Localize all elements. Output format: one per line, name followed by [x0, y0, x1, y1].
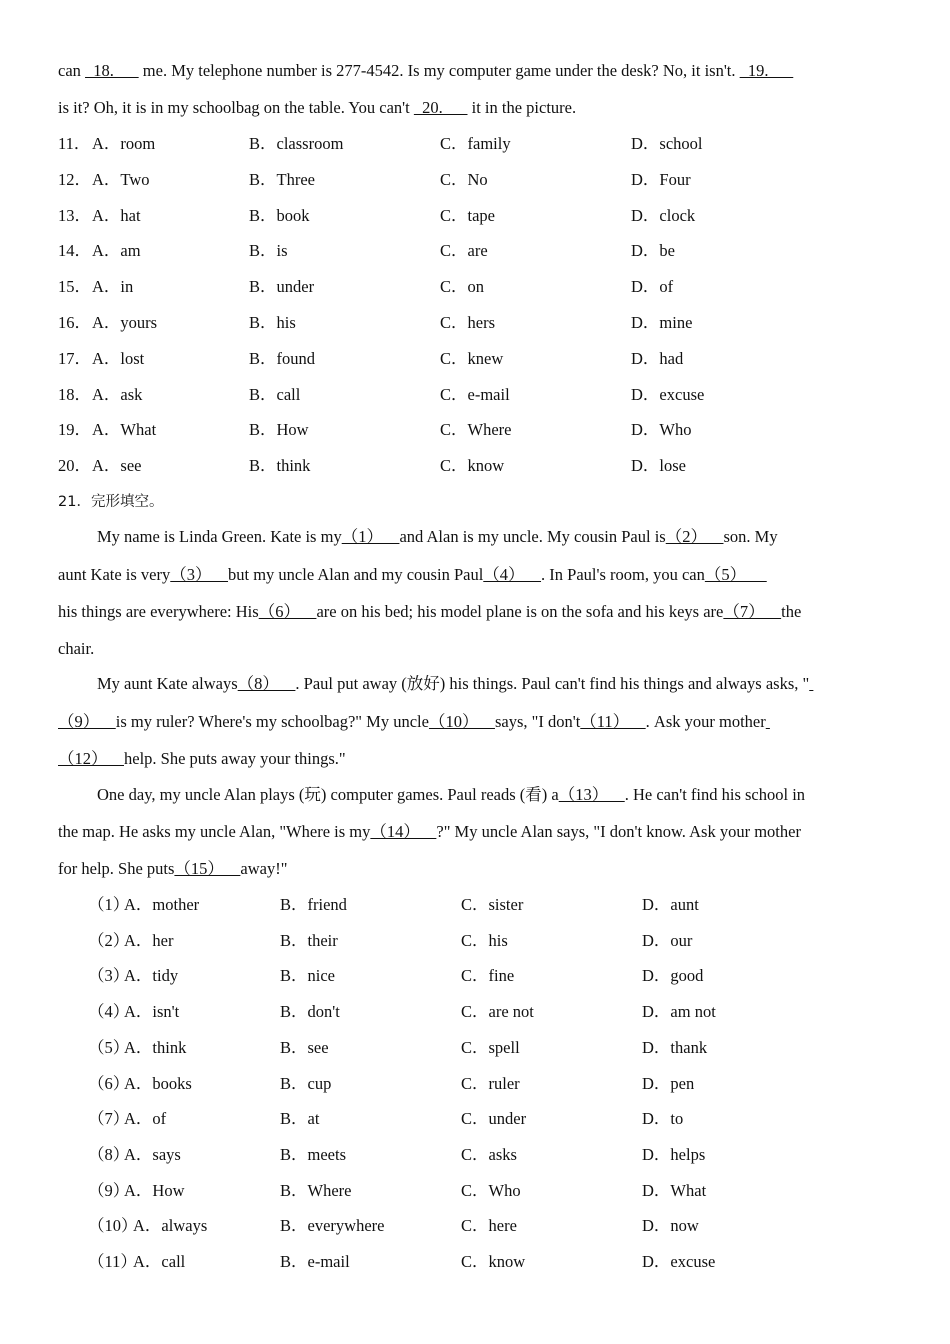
- blank-1: （1）: [341, 527, 400, 546]
- passage-line: [97, 673, 813, 695]
- question-number: 17．: [58, 348, 91, 368]
- question-number: （9）: [88, 1180, 130, 1200]
- option-d[interactable]: D．to: [642, 1109, 684, 1129]
- passage-text: aunt Kate is very: [58, 565, 171, 584]
- passage-text: can: [58, 61, 86, 80]
- option-c[interactable]: C．asks: [461, 1144, 517, 1164]
- option-d[interactable]: D．lose: [631, 456, 686, 476]
- option-c[interactable]: C．Who: [461, 1180, 521, 1200]
- option-a[interactable]: A．hat: [92, 205, 141, 225]
- option-a[interactable]: A．What: [92, 420, 157, 440]
- option-d[interactable]: D．What: [642, 1180, 707, 1200]
- option-c[interactable]: C．tape: [440, 205, 495, 225]
- passage-line: [58, 821, 801, 843]
- option-c[interactable]: C．know: [440, 456, 505, 476]
- option-b[interactable]: B．friend: [280, 895, 347, 914]
- question-number: 19．: [58, 420, 91, 440]
- passage-text: are on his bed; his model plane is on the sofa and his keys are: [316, 602, 724, 621]
- option-a[interactable]: A．How: [124, 1180, 185, 1200]
- option-b[interactable]: B．don't: [280, 1002, 340, 1022]
- passage-line: [58, 97, 576, 119]
- passage-text: My name is Linda Green. Kate is my: [97, 527, 342, 546]
- option-c[interactable]: C．Where: [440, 420, 512, 440]
- option-d[interactable]: D．helps: [642, 1144, 706, 1164]
- question-number: （3）: [88, 966, 130, 986]
- passage-text: says, "I don't: [494, 712, 581, 731]
- section-heading: 21．完形填空。: [58, 494, 164, 510]
- option-b[interactable]: B．found: [249, 348, 315, 368]
- option-d[interactable]: D．thank: [642, 1037, 708, 1057]
- option-a[interactable]: A．isn't: [124, 1002, 180, 1022]
- blank-14: （14）: [370, 822, 437, 841]
- blank-8: （8）: [237, 674, 296, 693]
- option-a[interactable]: A．tidy: [124, 966, 179, 986]
- question-row: [0, 1037, 880, 1059]
- question-row: [0, 1215, 880, 1237]
- question-number: （2）: [88, 930, 130, 950]
- option-c[interactable]: C．family: [440, 134, 511, 153]
- option-b[interactable]: B．under: [249, 277, 315, 297]
- question-row: [0, 1073, 880, 1095]
- passage-text: his things are everywhere: His: [58, 602, 259, 621]
- option-c[interactable]: C．on: [440, 277, 485, 297]
- question-row: [0, 419, 880, 441]
- option-a[interactable]: A．am: [92, 241, 141, 261]
- question-row: [0, 276, 880, 298]
- passage-line: [58, 748, 346, 770]
- passage-text: ?" My uncle Alan says, "I don't know. Ask your mother: [436, 822, 801, 841]
- question-number: 12．: [58, 169, 91, 189]
- question-number: 15．: [58, 277, 91, 297]
- option-b[interactable]: B．everywhere: [280, 1216, 385, 1236]
- passage-text: . Paul put away (放好) his things. Paul can't find his things and always asks, ": [295, 674, 810, 693]
- question-row: [0, 1180, 880, 1202]
- option-d[interactable]: D．excuse: [631, 384, 705, 404]
- option-a[interactable]: A．of: [124, 1109, 167, 1129]
- option-c[interactable]: C．No: [440, 169, 488, 189]
- option-d[interactable]: D．Four: [631, 169, 691, 189]
- passage-text: the map. He asks my uncle Alan, "Where is my: [58, 822, 371, 841]
- option-d[interactable]: D．excuse: [642, 1252, 716, 1271]
- option-d[interactable]: D．school: [631, 134, 703, 153]
- blank-13: （13）: [558, 785, 625, 804]
- option-c[interactable]: C．ruler: [461, 1073, 520, 1093]
- option-c[interactable]: C．hers: [440, 313, 495, 332]
- question-number: 16．: [58, 313, 91, 332]
- question-row: [0, 384, 880, 406]
- option-b[interactable]: B．e-mail: [280, 1252, 350, 1271]
- blank-4: （4）: [483, 565, 542, 584]
- question-row: [0, 965, 880, 987]
- option-c[interactable]: C．under: [461, 1109, 527, 1129]
- option-b[interactable]: B．cup: [280, 1073, 332, 1093]
- question-row: [0, 894, 880, 916]
- passage-text: the: [781, 602, 802, 621]
- option-d[interactable]: D．good: [642, 966, 704, 986]
- passage-text: One day, my uncle Alan plays (玩) computer games. Paul reads (看) a: [97, 785, 559, 804]
- question-number: 14．: [58, 241, 91, 261]
- blank-5: （5）: [704, 565, 767, 584]
- option-a[interactable]: A．mother: [124, 895, 200, 914]
- question-row: [0, 312, 880, 334]
- passage-line: [58, 60, 793, 82]
- option-c[interactable]: C．here: [461, 1216, 517, 1236]
- option-d[interactable]: D．aunt: [642, 895, 699, 914]
- question-row: [0, 1144, 880, 1166]
- blank-9-start: [809, 674, 813, 693]
- option-a[interactable]: A．her: [124, 930, 174, 950]
- question-row: [0, 930, 880, 952]
- option-a[interactable]: A．always: [133, 1216, 208, 1236]
- blank-7: （7）: [723, 602, 782, 621]
- question-number: 18．: [58, 384, 91, 404]
- option-b[interactable]: B．Three: [249, 169, 315, 189]
- question-number: 11．: [58, 134, 91, 153]
- passage-line: [58, 858, 287, 880]
- option-b[interactable]: B．classroom: [249, 134, 344, 153]
- passage-line: [58, 711, 770, 733]
- question-number: （6）: [88, 1073, 130, 1093]
- option-a[interactable]: A．yours: [92, 313, 158, 332]
- passage-text: My aunt Kate always: [97, 674, 238, 693]
- option-a[interactable]: A．in: [92, 277, 134, 297]
- option-b[interactable]: B．nice: [280, 966, 335, 986]
- question-row: [0, 169, 880, 191]
- question-row: [0, 205, 880, 227]
- option-c[interactable]: C．sister: [461, 895, 524, 914]
- option-a[interactable]: A．think: [124, 1037, 187, 1057]
- passage-line: [58, 564, 767, 586]
- option-a[interactable]: A．call: [133, 1252, 186, 1271]
- option-d[interactable]: D．clock: [631, 205, 696, 225]
- option-b[interactable]: B．their: [280, 930, 338, 950]
- passage-text: me. My telephone number is 277-4542. Is my computer game under the desk? No, it isn't.: [138, 61, 740, 80]
- question-number: （5）: [88, 1037, 130, 1057]
- option-d[interactable]: D．Who: [631, 420, 692, 440]
- passage-text: . He can't find his school in: [624, 785, 806, 804]
- option-a[interactable]: A．books: [124, 1073, 192, 1093]
- option-d[interactable]: D．of: [631, 277, 674, 297]
- blank-2: （2）: [665, 527, 724, 546]
- question-row: [0, 133, 880, 155]
- blank-12-start: [766, 712, 770, 731]
- passage-text: . Ask your mother: [645, 712, 766, 731]
- question-number: （4）: [88, 1002, 130, 1022]
- option-b[interactable]: B．book: [249, 205, 310, 225]
- option-a[interactable]: A．room: [92, 134, 156, 153]
- option-b[interactable]: B．How: [249, 420, 309, 440]
- passage-line: [97, 784, 805, 806]
- option-c[interactable]: C．are not: [461, 1002, 534, 1022]
- blank-15: （15）: [174, 859, 241, 878]
- option-b[interactable]: B．Where: [280, 1180, 352, 1200]
- question-row: [0, 240, 880, 262]
- question-number: （8）: [88, 1144, 130, 1164]
- option-b[interactable]: B．is: [249, 241, 288, 261]
- blank-6: （6）: [258, 602, 317, 621]
- question-number: （1）: [88, 895, 130, 914]
- passage-line: [58, 601, 801, 623]
- option-a[interactable]: A．ask: [92, 384, 143, 404]
- question-row: [0, 1001, 880, 1023]
- question-row: [0, 455, 880, 477]
- option-d[interactable]: D．pen: [642, 1073, 695, 1093]
- option-c[interactable]: C．knew: [440, 348, 504, 368]
- option-c[interactable]: C．fine: [461, 966, 515, 986]
- option-b[interactable]: B．his: [249, 313, 296, 332]
- passage-text: chair.: [58, 639, 95, 658]
- passage-text: help. She puts away your things.": [124, 749, 346, 768]
- question-number: （10）: [88, 1216, 138, 1236]
- option-c[interactable]: C．are: [440, 241, 488, 261]
- option-b[interactable]: B．see: [280, 1037, 329, 1057]
- question-number: 13．: [58, 205, 91, 225]
- blank-19: 19.: [739, 61, 794, 80]
- option-d[interactable]: D．our: [642, 930, 693, 950]
- passage-text: for help. She puts: [58, 859, 175, 878]
- option-b[interactable]: B．meets: [280, 1144, 346, 1164]
- option-b[interactable]: B．think: [249, 456, 311, 476]
- option-d[interactable]: D．now: [642, 1216, 699, 1236]
- blank-3: （3）: [170, 565, 229, 584]
- option-c[interactable]: C．know: [461, 1252, 526, 1271]
- question-number: （7）: [88, 1109, 130, 1129]
- option-c[interactable]: C．spell: [461, 1037, 520, 1057]
- option-d[interactable]: D．mine: [631, 313, 693, 332]
- blank-10: （10）: [428, 712, 495, 731]
- question-row: [0, 348, 880, 370]
- option-c[interactable]: C．his: [461, 930, 508, 950]
- passage-text: is it? Oh, it is in my schoolbag on the table. You can't: [58, 98, 414, 117]
- option-b[interactable]: B．call: [249, 384, 301, 404]
- passage-line: [97, 526, 778, 548]
- passage-text: away!": [240, 859, 288, 878]
- passage-text: . In Paul's room, you can: [541, 565, 705, 584]
- option-b[interactable]: B．at: [280, 1109, 320, 1129]
- passage-text: son. My: [723, 527, 778, 546]
- option-a[interactable]: A．says: [124, 1144, 181, 1164]
- option-c[interactable]: C．e-mail: [440, 384, 510, 404]
- option-a[interactable]: A．lost: [92, 348, 145, 368]
- blank-12: （12）: [58, 749, 124, 768]
- passage-text: is my ruler? Where's my schoolbag?" My uncle: [115, 712, 429, 731]
- option-d[interactable]: D．had: [631, 348, 684, 368]
- option-d[interactable]: D．am not: [642, 1002, 716, 1022]
- blank-18: 18.: [85, 61, 139, 80]
- passage-line: [58, 638, 94, 660]
- passage-text: and Alan is my uncle. My cousin Paul is: [399, 527, 666, 546]
- blank-20: 20.: [413, 98, 468, 117]
- passage-text: but my uncle Alan and my cousin Paul: [228, 565, 484, 584]
- option-a[interactable]: A．see: [92, 456, 142, 476]
- question-row: [0, 1251, 880, 1273]
- option-a[interactable]: A．Two: [92, 169, 150, 189]
- question-number: 20．: [58, 456, 91, 476]
- option-d[interactable]: D．be: [631, 241, 675, 261]
- question-number: （11）: [88, 1252, 137, 1271]
- passage-text: it in the picture.: [467, 98, 577, 117]
- blank-11: （11）: [580, 712, 646, 731]
- blank-9: （9）: [58, 712, 116, 731]
- question-row: [0, 1108, 880, 1130]
